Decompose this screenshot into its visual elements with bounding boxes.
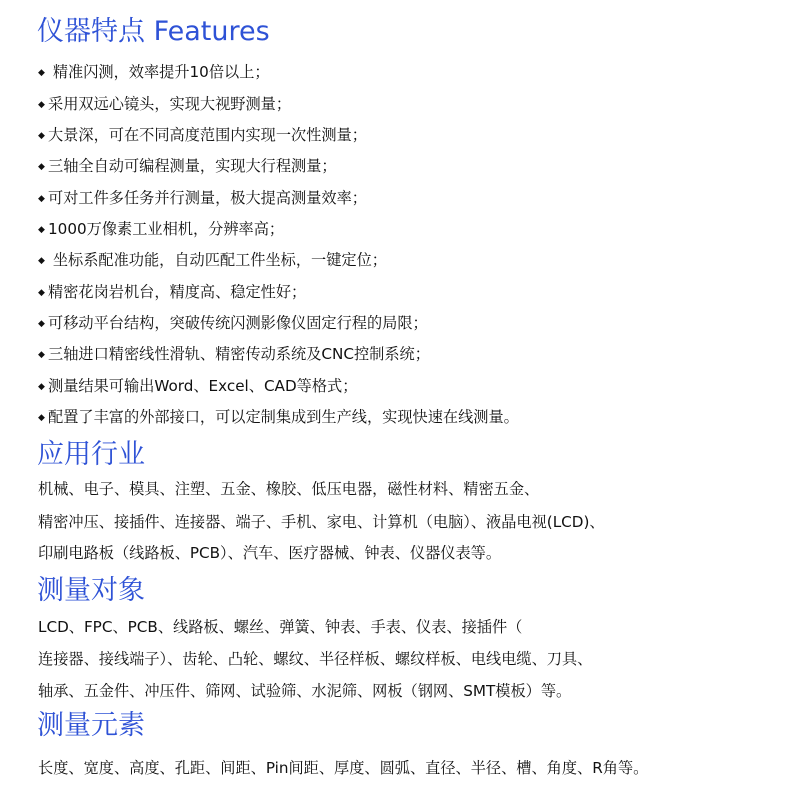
- diamond-bullet-icon: ◆: [38, 131, 45, 141]
- objects-line: 连接器、接线端子）、齿轮、凸轮、螺纹、半径样板、螺纹样板、电线电缆、刀具、: [38, 650, 593, 668]
- feature-item-text: 1000万像素工业相机，分辨率高；: [48, 220, 285, 238]
- diamond-bullet-icon: ◆: [38, 162, 45, 172]
- feature-item-text: 测量结果可输出Word、Excel、CAD等格式；: [48, 377, 358, 395]
- feature-item: [38, 281, 306, 304]
- diamond-bullet-icon: ◆: [38, 413, 45, 423]
- diamond-bullet-icon: ◆: [38, 350, 45, 360]
- diamond-bullet-icon: ◆: [38, 194, 45, 204]
- diamond-bullet-icon: ◆: [38, 100, 45, 110]
- industries-line: 机械、电子、模具、注塑、五金、橡胶、低压电器，磁性材料、精密五金、: [38, 480, 540, 498]
- elements-heading: 测量元素: [37, 710, 145, 741]
- features-heading: 仪器特点 Features: [37, 16, 270, 47]
- feature-item: [38, 343, 430, 366]
- elements-line: 长度、宽度、高度、孔距、间距、Pin间距、厚度、圆弧、直径、半径、槽、角度、R角等。: [38, 759, 649, 777]
- feature-item: [38, 124, 367, 147]
- feature-item: [38, 312, 428, 335]
- diamond-bullet-icon: ◆: [38, 382, 45, 392]
- objects-line: 轴承、五金件、冲压件、筛网、试验筛、水泥筛、网板（钢网、SMT模板）等。: [38, 682, 572, 700]
- feature-item: [38, 93, 291, 116]
- industries-heading: 应用行业: [37, 439, 145, 470]
- diamond-bullet-icon: ◆: [38, 256, 45, 266]
- feature-item-text: 三轴进口精密线性滑轨、精密传动系统及CNC控制系统；: [48, 345, 430, 363]
- feature-item: [38, 155, 337, 178]
- feature-item-text: 可对工件多任务并行测量，极大提高测量效率；: [48, 189, 367, 207]
- industries-line: 精密冲压、接插件、连接器、端子、手机、家电、计算机（电脑）、液晶电视(LCD)、: [38, 513, 605, 531]
- feature-item: [38, 61, 270, 84]
- diamond-bullet-icon: ◆: [38, 68, 45, 78]
- feature-item-text: 精密花岗岩机台，精度高、稳定性好；: [48, 283, 307, 301]
- feature-item-text: 配置了丰富的外部接口，可以定制集成到生产线，实现快速在线测量。: [48, 408, 519, 426]
- diamond-bullet-icon: ◆: [38, 288, 45, 298]
- feature-item: [38, 375, 357, 398]
- feature-item-text: 三轴全自动可编程测量，实现大行程测量；: [48, 157, 337, 175]
- industries-line: 印刷电路板（线路板、PCB）、汽车、医疗器械、钟表、仪器仪表等。: [38, 544, 502, 562]
- feature-item: [38, 249, 387, 272]
- feature-item-text: 坐标系配准功能，自动匹配工件坐标，一键定位；: [48, 251, 387, 269]
- objects-heading: 测量对象: [37, 575, 145, 606]
- feature-item-text: 大景深，可在不同高度范围内实现一次性测量；: [48, 126, 367, 144]
- feature-item-text: 精准闪测，效率提升10倍以上；: [48, 63, 270, 81]
- feature-item: [38, 218, 284, 241]
- feature-item-text: 采用双远心镜头，实现大视野测量；: [48, 95, 291, 113]
- feature-item-text: 可移动平台结构，突破传统闪测影像仪固定行程的局限；: [48, 314, 428, 332]
- objects-line: LCD、FPC、PCB、线路板、螺丝、弹簧、钟表、手表、仪表、接插件（: [38, 618, 523, 636]
- feature-item: [38, 406, 519, 429]
- feature-item: [38, 187, 367, 210]
- diamond-bullet-icon: ◆: [38, 319, 45, 329]
- diamond-bullet-icon: ◆: [38, 225, 45, 235]
